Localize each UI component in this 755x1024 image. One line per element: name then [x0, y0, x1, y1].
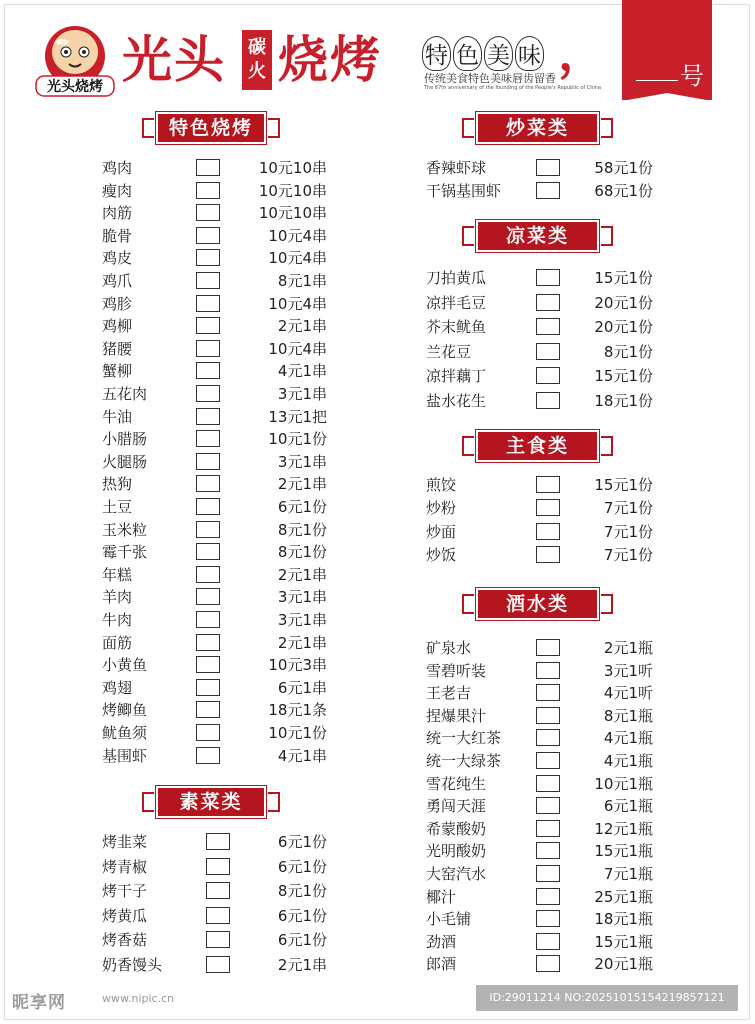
item-name: 炒饭 — [426, 546, 457, 565]
section-header-drinks — [470, 588, 605, 620]
item-price: 18元1瓶 — [594, 910, 653, 929]
item-price: 3元1听 — [603, 661, 653, 680]
quantity-box[interactable] — [196, 588, 220, 605]
menu-item-row — [102, 699, 327, 721]
quantity-box[interactable] — [536, 888, 560, 905]
item-name: 烤鲫鱼 — [102, 701, 148, 720]
brand-name-part1: 光头 — [122, 31, 226, 89]
item-name: 基围虾 — [102, 746, 148, 765]
menu-item-row — [426, 474, 653, 496]
section-title: 特色烧烤 — [168, 117, 253, 139]
quantity-box[interactable] — [196, 249, 220, 266]
menu-item-row — [426, 390, 653, 412]
item-price: 18元1条 — [268, 701, 327, 720]
menu-item-row — [102, 360, 327, 382]
menu-item-row — [426, 365, 653, 387]
menu-item-row — [102, 541, 327, 563]
item-name: 煎饺 — [426, 476, 457, 494]
item-name: 脆骨 — [102, 226, 133, 245]
quantity-box[interactable] — [196, 408, 220, 425]
item-name: 兰花豆 — [426, 342, 472, 361]
item-name: 劲酒 — [426, 932, 457, 951]
quantity-box[interactable] — [196, 340, 220, 357]
item-name: 烤青椒 — [102, 857, 148, 876]
item-price: 15元1份 — [594, 367, 653, 385]
item-name: 炒面 — [426, 522, 457, 541]
item-name: 鸡皮 — [102, 249, 133, 268]
menu-item-row — [426, 180, 653, 202]
watermark-url: www.nipic.cn — [102, 992, 175, 1005]
item-name: 热狗 — [102, 475, 133, 494]
item-name: 光明酸奶 — [426, 842, 487, 861]
item-price: 20元1份 — [594, 293, 653, 312]
item-price: 8元1份 — [277, 882, 327, 901]
menu-item-row — [102, 722, 327, 744]
menu-item-row — [426, 727, 653, 749]
menu-item-row — [102, 338, 327, 360]
quantity-box[interactable] — [196, 272, 220, 289]
item-price: 8元1串 — [277, 272, 327, 290]
item-price: 15元1瓶 — [594, 842, 653, 861]
item-name: 玉米粒 — [102, 520, 148, 539]
item-price: 2元1串 — [277, 565, 327, 584]
quantity-box[interactable] — [196, 679, 220, 696]
quantity-box[interactable] — [536, 343, 560, 360]
item-price: 4元1瓶 — [603, 752, 653, 770]
menu-item-row — [102, 157, 327, 179]
menu-item-row — [102, 428, 327, 450]
item-name: 希蒙酸奶 — [426, 819, 487, 838]
menu-item-row — [102, 880, 327, 902]
item-name: 鸡柳 — [102, 317, 133, 336]
item-name: 盐水花生 — [426, 391, 487, 410]
menu-item-row — [102, 654, 327, 676]
item-price: 6元1份 — [277, 931, 327, 950]
menu-item-row — [102, 677, 327, 699]
quantity-box[interactable] — [196, 227, 220, 244]
charcoal-stamp — [242, 30, 272, 90]
quantity-box[interactable] — [536, 392, 560, 409]
menu-item-row — [102, 496, 327, 518]
feature-title — [422, 36, 544, 71]
item-price: 6元1份 — [277, 833, 327, 851]
item-name: 蟹柳 — [102, 362, 133, 381]
item-name: 椰汁 — [426, 887, 457, 906]
section-title: 主食类 — [505, 435, 569, 457]
item-price: 7元1份 — [603, 522, 653, 541]
item-price: 8元1份 — [277, 543, 327, 562]
item-price: 10元4串 — [268, 249, 327, 268]
item-name: 土豆 — [102, 498, 133, 516]
item-name: 凉拌毛豆 — [426, 293, 487, 312]
item-price: 3元1串 — [277, 588, 327, 607]
quantity-box[interactable] — [536, 546, 560, 563]
feature-comma: ， — [558, 25, 607, 81]
feature-char-1: 特 — [422, 36, 451, 71]
item-name: 牛油 — [102, 407, 133, 426]
menu-item-row — [102, 270, 327, 292]
menu-item-row — [102, 406, 327, 428]
quantity-box[interactable] — [536, 707, 560, 724]
item-name: 鸡翅 — [102, 678, 133, 697]
quantity-box[interactable] — [536, 318, 560, 335]
item-name: 凉拌藕丁 — [426, 367, 487, 385]
item-price: 3元1串 — [277, 452, 327, 471]
item-price: 6元1份 — [277, 498, 327, 516]
item-price: 10元1瓶 — [594, 774, 653, 793]
quantity-box[interactable] — [206, 956, 230, 973]
item-name: 霉千张 — [102, 543, 148, 562]
item-name: 牛肉 — [102, 611, 133, 629]
menu-item-row — [426, 908, 653, 930]
menu-item-row — [426, 316, 653, 338]
quantity-box[interactable] — [536, 955, 560, 972]
item-price: 10元4串 — [268, 226, 327, 245]
menu-item-row — [102, 632, 327, 654]
item-price: 12元1瓶 — [594, 819, 653, 838]
item-price: 7元1份 — [603, 546, 653, 565]
menu-item-row — [426, 521, 653, 543]
section-title: 酒水类 — [505, 593, 569, 615]
item-name: 干锅基围虾 — [426, 181, 502, 200]
item-price: 10元3串 — [268, 656, 327, 675]
item-price: 2元1串 — [277, 475, 327, 494]
item-name: 奶香馒头 — [102, 956, 163, 974]
quantity-box[interactable] — [196, 430, 220, 447]
menu-item-row — [426, 157, 653, 179]
section-header-vegetable — [150, 786, 272, 818]
quantity-box[interactable] — [536, 775, 560, 792]
quantity-box[interactable] — [536, 294, 560, 311]
menu-item-row — [102, 383, 327, 405]
quantity-box[interactable] — [196, 159, 220, 176]
item-name: 炒粉 — [426, 499, 457, 518]
quantity-box[interactable] — [196, 701, 220, 718]
item-price: 8元1份 — [603, 342, 653, 361]
menu-item-row — [426, 773, 653, 795]
item-name: 勇闯天涯 — [426, 797, 487, 816]
menu-item-row — [102, 293, 327, 315]
feature-char-3: 美 — [484, 36, 513, 71]
quantity-box[interactable] — [196, 521, 220, 538]
item-price: 25元1瓶 — [594, 887, 653, 906]
quantity-box[interactable] — [536, 797, 560, 814]
menu-item-row — [426, 544, 653, 566]
quantity-box[interactable] — [196, 475, 220, 492]
section-title: 炒菜类 — [505, 117, 569, 139]
quantity-box[interactable] — [536, 523, 560, 540]
item-price: 15元1份 — [594, 476, 653, 494]
menu-item-row — [102, 315, 327, 337]
quantity-box[interactable] — [206, 931, 230, 948]
item-name: 郎酒 — [426, 955, 457, 974]
feature-char-4: 味 — [515, 36, 544, 71]
quantity-box[interactable] — [196, 724, 220, 741]
stamp-top-char: 碳 — [248, 37, 266, 58]
quantity-box[interactable] — [206, 907, 230, 924]
item-name: 雪碧听装 — [426, 661, 487, 680]
item-name: 猪腰 — [102, 339, 133, 358]
item-price: 3元1串 — [277, 611, 327, 629]
feature-char-2: 色 — [453, 36, 482, 71]
menu-item-row — [426, 795, 653, 817]
item-price: 6元1瓶 — [603, 797, 653, 816]
quantity-box[interactable] — [536, 476, 560, 493]
item-name: 捏爆果汁 — [426, 706, 487, 725]
table-number-label: 号 — [680, 62, 704, 90]
quantity-box[interactable] — [206, 882, 230, 899]
stamp-bottom-char: 火 — [248, 61, 266, 82]
item-price: 10元4串 — [268, 294, 327, 313]
quantity-box[interactable] — [536, 752, 560, 769]
item-price: 6元1份 — [277, 906, 327, 925]
item-name: 年糕 — [102, 565, 133, 584]
menu-item-row — [102, 609, 327, 631]
menu-item-row — [102, 247, 327, 269]
feature-english: The 67th anniversary of the founding of the People's Republic of China — [424, 85, 602, 91]
item-name: 统一大绿茶 — [426, 752, 502, 770]
quantity-box[interactable] — [536, 367, 560, 384]
item-name: 羊肉 — [102, 588, 133, 607]
menu-item-row — [102, 225, 327, 247]
quantity-box[interactable] — [196, 204, 220, 221]
item-price: 7元1瓶 — [603, 865, 653, 883]
quantity-box[interactable] — [536, 933, 560, 950]
item-price: 10元10串 — [258, 204, 327, 223]
item-price: 2元1瓶 — [603, 639, 653, 657]
quantity-box[interactable] — [206, 858, 230, 875]
quantity-box[interactable] — [536, 499, 560, 516]
mascot-text: 光头烧烤 — [47, 79, 103, 95]
item-name: 小毛铺 — [426, 910, 472, 929]
item-price: 6元1串 — [277, 678, 327, 697]
section-header-specialty — [150, 112, 272, 144]
quantity-box[interactable] — [536, 729, 560, 746]
table-number-blank[interactable] — [636, 80, 678, 81]
item-name: 烤干子 — [102, 882, 148, 901]
quantity-box[interactable] — [196, 747, 220, 764]
section-header-staple — [470, 430, 605, 462]
quantity-box[interactable] — [196, 453, 220, 470]
item-price: 10元10串 — [258, 159, 327, 177]
item-name: 芥末鱿鱼 — [426, 318, 487, 336]
item-name: 烤香菇 — [102, 931, 148, 950]
menu-item-row — [102, 519, 327, 541]
section-title: 凉菜类 — [505, 225, 569, 247]
item-price: 3元1串 — [277, 385, 327, 403]
quantity-box[interactable] — [536, 842, 560, 859]
item-price: 6元1份 — [277, 857, 327, 876]
item-price: 20元1瓶 — [594, 955, 653, 974]
item-name: 面筋 — [102, 633, 133, 652]
item-name: 香辣虾球 — [426, 159, 487, 177]
menu-item-row — [426, 705, 653, 727]
quantity-box[interactable] — [536, 684, 560, 701]
item-name: 刀拍黄瓜 — [426, 269, 487, 287]
item-name: 火腿肠 — [102, 452, 148, 471]
item-price: 2元1串 — [277, 956, 327, 974]
section-header-stirfry — [470, 112, 605, 144]
item-price: 20元1份 — [594, 318, 653, 336]
quantity-box[interactable] — [196, 611, 220, 628]
item-price: 10元10串 — [258, 181, 327, 200]
quantity-box[interactable] — [536, 820, 560, 837]
watermark-id: ID:29011214 NO:20251015154219857121 — [476, 985, 738, 1011]
menu-item-row — [426, 637, 653, 659]
item-name: 烤韭菜 — [102, 833, 148, 851]
item-name: 肉筋 — [102, 204, 133, 223]
menu-item-row — [426, 660, 653, 682]
watermark-site: 昵享网 — [12, 993, 66, 1013]
menu-item-row — [426, 497, 653, 519]
menu-item-row — [102, 180, 327, 202]
menu-item-row — [426, 267, 653, 289]
section-title: 素菜类 — [179, 791, 243, 813]
quantity-box[interactable] — [536, 910, 560, 927]
quantity-box[interactable] — [536, 269, 560, 286]
item-price: 2元1串 — [277, 633, 327, 652]
item-name: 小腊肠 — [102, 430, 148, 449]
feature-subtitle: 传统美食特色美味唇齿留香 — [424, 72, 556, 85]
menu-item-row — [426, 682, 653, 704]
quantity-box[interactable] — [196, 543, 220, 560]
menu-item-row — [102, 586, 327, 608]
quantity-box[interactable] — [196, 498, 220, 515]
menu-item-row — [102, 745, 327, 767]
item-name: 大窑汽水 — [426, 865, 487, 883]
menu-item-row — [102, 564, 327, 586]
menu-item-row — [426, 840, 653, 862]
item-price: 13元1把 — [268, 407, 327, 426]
quantity-box[interactable] — [196, 295, 220, 312]
item-price: 18元1份 — [594, 391, 653, 410]
brand-name-part2: 烧烤 — [278, 31, 382, 89]
quantity-box[interactable] — [536, 159, 560, 176]
menu-item-row — [426, 750, 653, 772]
item-name: 矿泉水 — [426, 639, 472, 657]
menu-item-row — [102, 473, 327, 495]
quantity-box[interactable] — [536, 639, 560, 656]
quantity-box[interactable] — [536, 182, 560, 199]
quantity-box[interactable] — [196, 317, 220, 334]
item-price: 4元1串 — [277, 746, 327, 765]
quantity-box[interactable] — [196, 634, 220, 651]
item-name: 鸡肉 — [102, 159, 133, 177]
menu-item-row — [426, 863, 653, 885]
item-name: 瘦肉 — [102, 181, 133, 200]
item-name: 五花肉 — [102, 385, 148, 403]
quantity-box[interactable] — [196, 362, 220, 379]
item-price: 10元4串 — [268, 339, 327, 358]
item-name: 小黄鱼 — [102, 656, 148, 675]
quantity-box[interactable] — [196, 566, 220, 583]
menu-item-row — [426, 931, 653, 953]
item-name: 烤黄瓜 — [102, 906, 148, 925]
item-name: 雪花纯生 — [426, 774, 487, 793]
menu-item-row — [426, 292, 653, 314]
menu-item-row — [426, 341, 653, 363]
quantity-box[interactable] — [536, 865, 560, 882]
item-price: 68元1份 — [594, 181, 653, 200]
section-header-cold — [470, 220, 605, 252]
menu-item-row — [102, 202, 327, 224]
item-price: 4元1串 — [277, 362, 327, 381]
item-price: 10元1份 — [268, 724, 327, 742]
item-price: 2元1串 — [277, 317, 327, 336]
item-price: 8元1份 — [277, 520, 327, 539]
item-price: 4元1瓶 — [603, 729, 653, 748]
menu-item-row — [102, 856, 327, 878]
item-price: 58元1份 — [594, 159, 653, 177]
item-price: 8元1瓶 — [603, 706, 653, 725]
item-price: 7元1份 — [603, 499, 653, 518]
item-name: 统一大红茶 — [426, 729, 502, 748]
menu-item-row — [102, 954, 327, 976]
item-price: 10元1份 — [268, 430, 327, 449]
quantity-box[interactable] — [536, 662, 560, 679]
item-name: 鱿鱼须 — [102, 724, 148, 742]
menu-item-row — [102, 905, 327, 927]
menu-item-row — [426, 886, 653, 908]
item-name: 鸡胗 — [102, 294, 133, 313]
item-price: 4元1听 — [603, 684, 653, 703]
quantity-box[interactable] — [196, 385, 220, 402]
menu-item-row — [426, 818, 653, 840]
item-name: 鸡爪 — [102, 272, 133, 290]
menu-item-row — [102, 451, 327, 473]
item-price: 15元1份 — [594, 269, 653, 287]
item-name: 王老吉 — [426, 684, 472, 703]
menu-item-row — [426, 953, 653, 975]
item-price: 15元1瓶 — [594, 932, 653, 951]
quantity-box[interactable] — [196, 656, 220, 673]
quantity-box[interactable] — [206, 833, 230, 850]
menu-item-row — [102, 929, 327, 951]
quantity-box[interactable] — [196, 182, 220, 199]
menu-item-row — [102, 831, 327, 853]
